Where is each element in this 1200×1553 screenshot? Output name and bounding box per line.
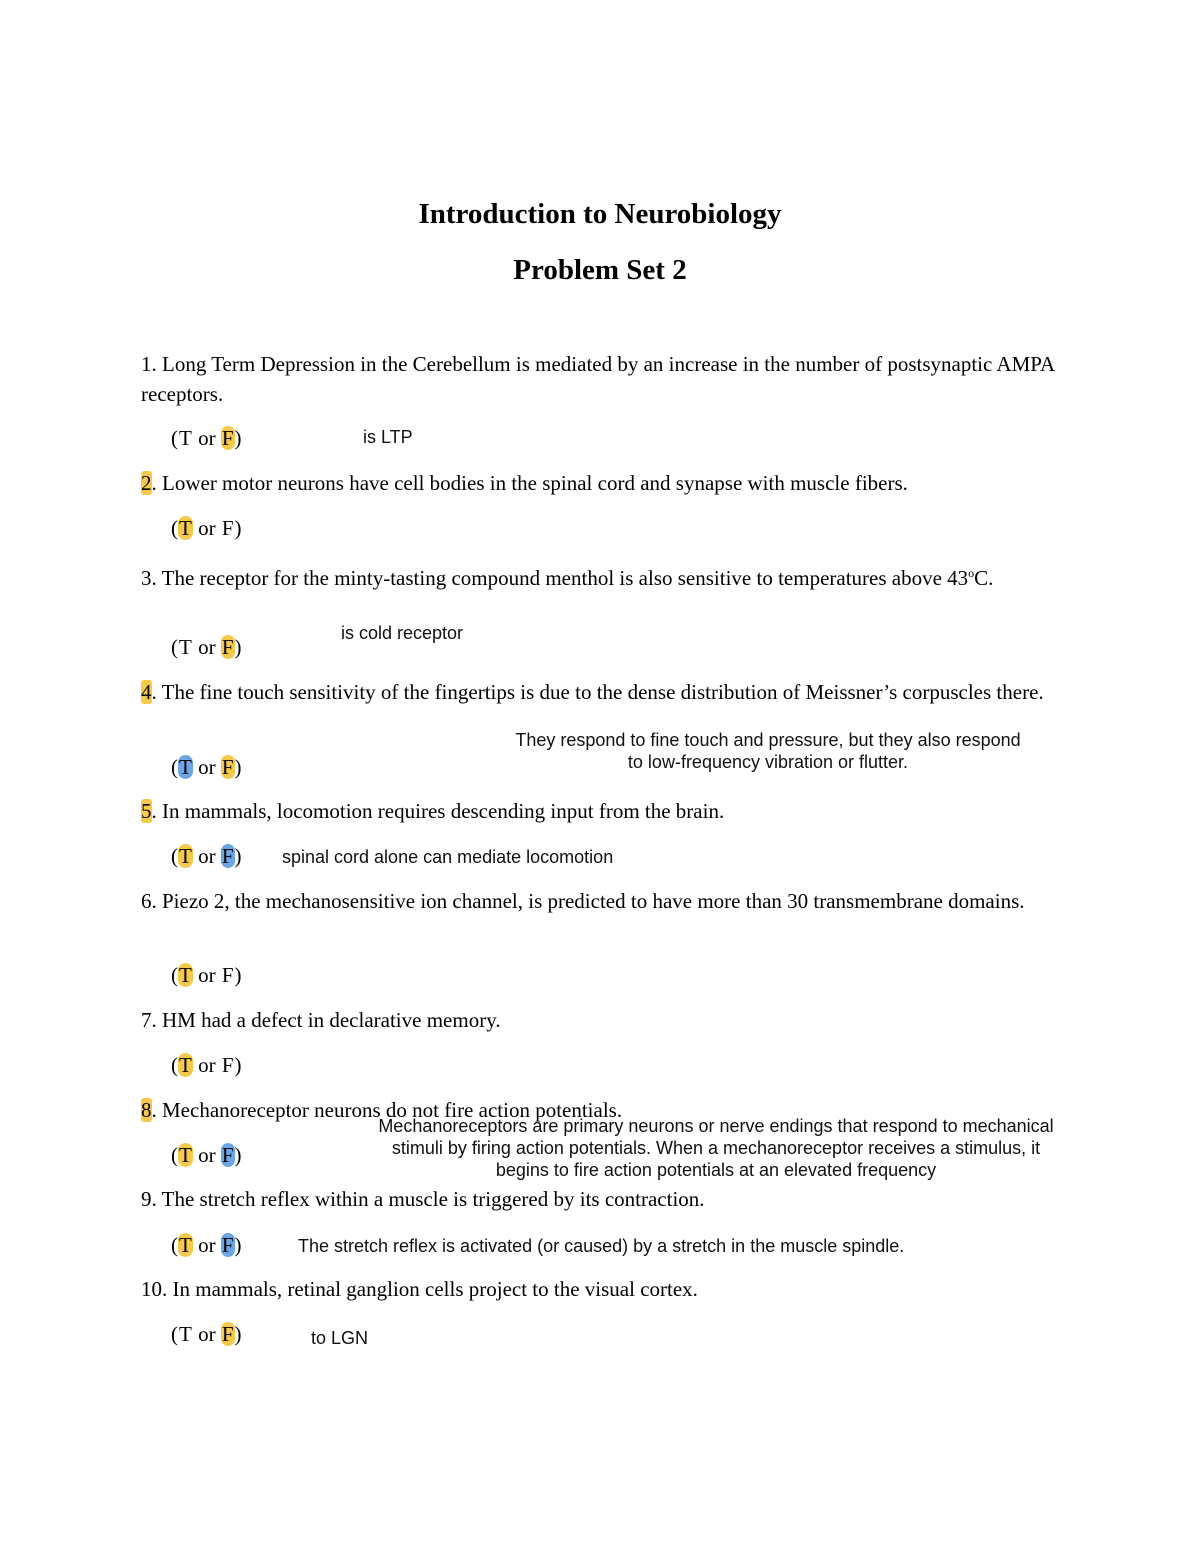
answer-note-10: to LGN: [311, 1328, 369, 1348]
tf-choice-7[interactable]: [171, 1053, 242, 1077]
or-label: or: [192, 516, 221, 540]
true-option[interactable]: T: [179, 963, 192, 987]
or-label: or: [192, 1322, 221, 1346]
question-number: 5: [141, 799, 152, 823]
true-option[interactable]: T: [179, 755, 192, 779]
note-line: stimuli by firing action potentials. When a mechanoreceptor receives a stimulus, it: [391, 1138, 1041, 1158]
paren-close: ): [234, 426, 242, 450]
true-option[interactable]: T: [179, 516, 192, 540]
degree-sign: o: [968, 566, 975, 580]
false-option[interactable]: F: [221, 635, 234, 659]
or-label: or: [192, 755, 221, 779]
paren-open: (: [171, 1143, 178, 1167]
true-option[interactable]: T: [179, 844, 192, 868]
false-option[interactable]: F: [221, 426, 234, 450]
page-title: Introduction to Neurobiology: [418, 198, 782, 230]
false-option[interactable]: F: [221, 1053, 234, 1077]
paren-open: (: [171, 1053, 178, 1077]
question-text: The fine touch sensitivity of the fingertips is due to the dense distribution of Meissner’s corpuscles there.: [161, 680, 1044, 704]
tf-choice-9[interactable]: [171, 1233, 242, 1257]
or-label: or: [192, 844, 221, 868]
false-option[interactable]: F: [221, 1143, 234, 1167]
paren-close: ): [234, 1053, 242, 1077]
question-8: 8. Mechanoreceptor neurons do not fire action potentials.: [141, 1098, 623, 1122]
tf-choice-4[interactable]: [171, 755, 242, 779]
answer-note-9: The stretch reflex is activated (or caused) by a stretch in the muscle spindle.: [298, 1236, 905, 1256]
paren-open: (: [171, 1322, 178, 1346]
or-label: or: [192, 1233, 221, 1257]
tf-choice-3[interactable]: [171, 635, 242, 659]
tf-choice-10[interactable]: [171, 1322, 242, 1346]
answer-note-1: is LTP: [363, 427, 413, 447]
answer-note-4: [478, 729, 1058, 773]
question-text-end: C.: [974, 566, 994, 590]
paren-close: ): [234, 755, 242, 779]
question-text: HM had a defect in declarative memory.: [162, 1008, 501, 1032]
note-line: to low-frequency vibration or flutter.: [627, 752, 909, 772]
true-option[interactable]: T: [179, 1233, 192, 1257]
false-option[interactable]: F: [221, 755, 234, 779]
false-option[interactable]: F: [221, 516, 234, 540]
question-number: 3: [141, 566, 152, 590]
paren-close: ): [234, 844, 242, 868]
paren-close: ): [234, 635, 242, 659]
tf-choice-1[interactable]: [171, 426, 242, 450]
paren-close: ): [234, 963, 242, 987]
or-label: or: [192, 635, 221, 659]
question-4: 4. The fine touch sensitivity of the fingertips is due to the dense distribution of Meissner’s corpuscles there.: [141, 680, 1044, 704]
true-option[interactable]: T: [179, 1143, 192, 1167]
or-label: or: [192, 426, 221, 450]
question-7: 7. HM had a defect in declarative memory.: [141, 1008, 501, 1032]
true-option[interactable]: T: [179, 1322, 192, 1346]
true-option[interactable]: T: [179, 635, 192, 659]
question-text: Piezo 2, the mechanosensitive ion channel, is predicted to have more than 30 transmembrane domains.: [162, 889, 1025, 913]
paren-close: ): [234, 1322, 242, 1346]
tf-choice-5[interactable]: [171, 844, 242, 868]
question-9: 9. The stretch reflex within a muscle is triggered by its contraction.: [141, 1187, 705, 1211]
answer-note-5: spinal cord alone can mediate locomotion: [282, 847, 614, 867]
question-number: 4: [141, 680, 152, 704]
question-number: 1: [141, 352, 152, 376]
page-subtitle: Problem Set 2: [513, 254, 687, 286]
question-text: In mammals, retinal ganglion cells project to the visual cortex.: [172, 1277, 698, 1301]
question-2: 2. Lower motor neurons have cell bodies in the spinal cord and synapse with muscle fibers.: [141, 471, 908, 495]
note-line: begins to fire action potentials at an elevated frequency: [495, 1160, 937, 1180]
false-option[interactable]: F: [221, 1233, 234, 1257]
question-number: 6: [141, 889, 152, 913]
question-text: The receptor for the minty-tasting compound menthol is also sensitive to temperatures above 43: [161, 566, 969, 590]
true-option[interactable]: T: [179, 426, 192, 450]
paren-open: (: [171, 1233, 178, 1257]
paren-close: ): [234, 1143, 242, 1167]
true-option[interactable]: T: [179, 1053, 192, 1077]
tf-choice-2[interactable]: [171, 516, 242, 540]
or-label: or: [192, 963, 221, 987]
false-option[interactable]: F: [221, 844, 234, 868]
paren-open: (: [171, 426, 178, 450]
question-text: Lower motor neurons have cell bodies in the spinal cord and synapse with muscle fibers.: [162, 471, 908, 495]
false-option[interactable]: F: [221, 963, 234, 987]
question-text: Mechanoreceptor neurons do not fire action potentials.: [162, 1098, 623, 1122]
paren-close: ): [234, 1233, 242, 1257]
question-6: 6. Piezo 2, the mechanosensitive ion channel, is predicted to have more than 30 transmembrane domains.: [141, 889, 1025, 913]
question-5: 5. In mammals, locomotion requires descending input from the brain.: [141, 799, 725, 823]
question-number: 8: [141, 1098, 152, 1122]
or-label: or: [192, 1053, 221, 1077]
answer-note-3: is cold receptor: [341, 623, 464, 643]
paren-open: (: [171, 844, 178, 868]
paren-close: ): [234, 516, 242, 540]
question-3: 3. The receptor for the minty-tasting compound menthol is also sensitive to temperatures above 43$^o$C.: [141, 566, 994, 590]
note-line: Mechanoreceptors are primary neurons or nerve endings that respond to mechanical: [378, 1116, 1054, 1136]
question-number: 7: [141, 1008, 152, 1032]
tf-choice-6[interactable]: [171, 963, 242, 987]
question-number: 9: [141, 1187, 152, 1211]
paren-open: (: [171, 516, 178, 540]
false-option[interactable]: F: [221, 1322, 234, 1346]
or-label: or: [192, 1143, 221, 1167]
paren-open: (: [171, 635, 178, 659]
question-text: Long Term Depression in the Cerebellum is mediated by an increase in the number of postsynaptic AMPA receptors.: [141, 352, 1055, 406]
question-text: The stretch reflex within a muscle is triggered by its contraction.: [161, 1187, 705, 1211]
question-10: 10. In mammals, retinal ganglion cells project to the visual cortex.: [141, 1277, 698, 1301]
question-text: In mammals, locomotion requires descending input from the brain.: [162, 799, 725, 823]
note-line: They respond to fine touch and pressure, but they also respond: [515, 730, 1021, 750]
answer-note-8: [356, 1115, 1076, 1181]
paren-open: (: [171, 755, 178, 779]
question-number: 10: [141, 1277, 162, 1301]
question-1: 1. Long Term Depression in the Cerebellum is mediated by an increase in the number of postsynaptic AMPA receptors.: [141, 352, 1055, 406]
question-number: 2: [141, 471, 152, 495]
paren-open: (: [171, 963, 178, 987]
tf-choice-8[interactable]: [171, 1143, 242, 1167]
